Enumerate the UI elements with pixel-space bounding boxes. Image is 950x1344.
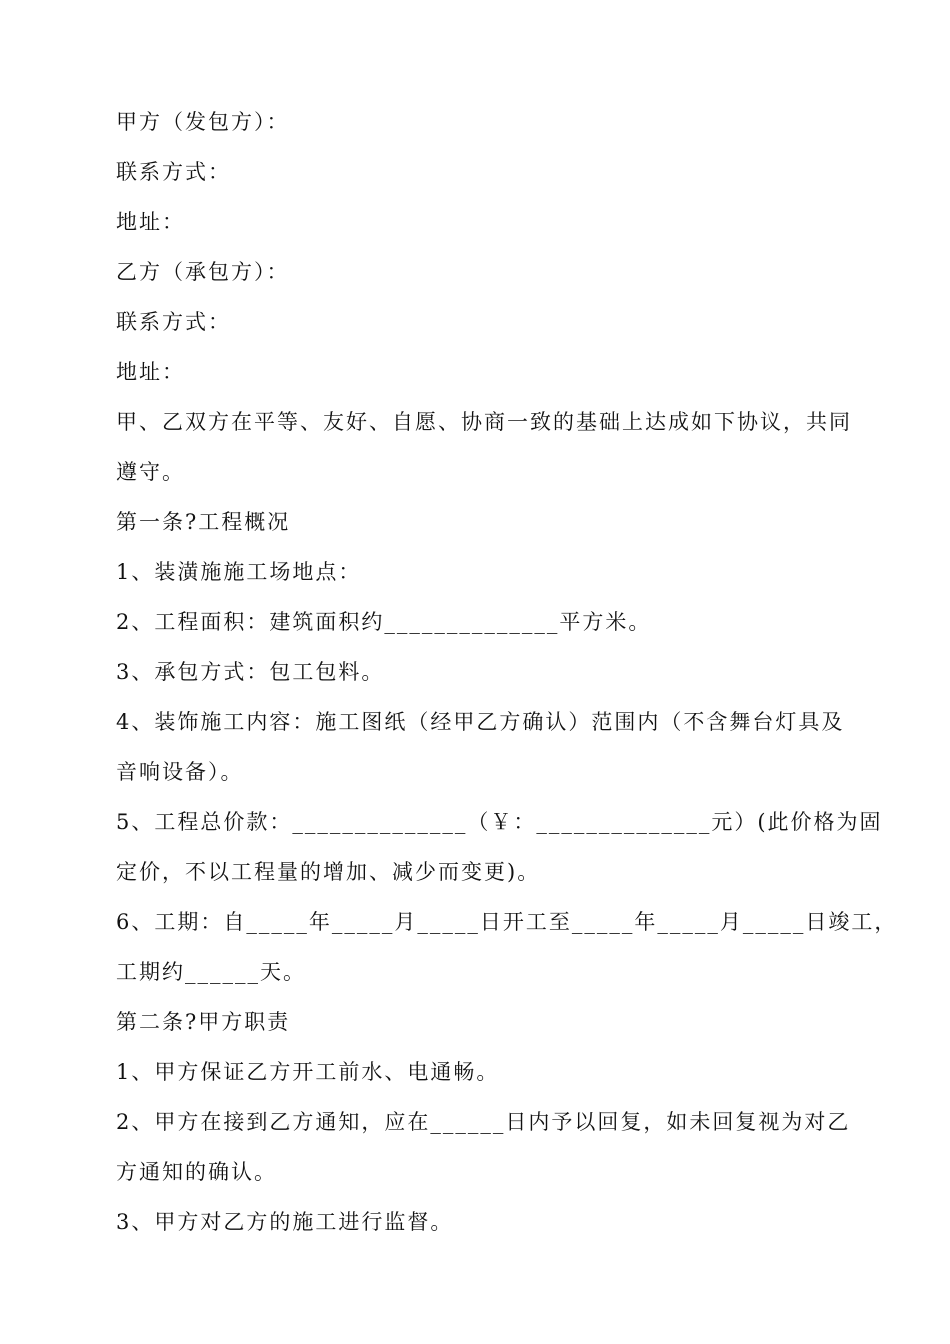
agreement-intro-line-1: 甲、乙双方在平等、友好、自愿、协商一致的基础上达成如下协议，共同 <box>116 410 852 434</box>
article-1-heading: 第一条?工程概况 <box>116 510 291 534</box>
contract-text <box>116 104 898 1254</box>
party-b-address-label: 地址： <box>116 360 185 384</box>
article-1-item-5-line-2: 定价，不以工程量的增加、减少而变更)。 <box>116 860 541 884</box>
article-1-item-4-line-2: 音响设备）。 <box>116 760 244 784</box>
article-2-item-3: 3、甲方对乙方的施工进行监督。 <box>116 1210 454 1234</box>
article-1-item-2: 2、工程面积：建筑面积约______________平方米。 <box>116 610 652 634</box>
article-2-item-1: 1、甲方保证乙方开工前水、电通畅。 <box>116 1060 500 1084</box>
article-2-item-2-line-1: 2、甲方在接到乙方通知，应在______日内予以回复，如未回复视为对乙 <box>116 1110 851 1134</box>
article-1-item-1: 1、装潢施施工场地点： <box>116 560 362 584</box>
party-a-label: 甲方（发包方）： <box>116 110 290 134</box>
article-2-heading: 第二条?甲方职责 <box>116 1010 291 1034</box>
agreement-intro-line-2: 遵守。 <box>116 460 185 484</box>
party-b-label: 乙方（承包方）： <box>116 260 290 284</box>
party-a-address-label: 地址： <box>116 210 185 234</box>
article-2-item-2-line-2: 方通知的确认。 <box>116 1160 277 1184</box>
article-1-item-6-line-1: 6、工期：自_____年_____月_____日开工至_____年_____月_____日竣工， <box>116 910 898 934</box>
article-1-item-4-line-1: 4、装饰施工内容：施工图纸（经甲乙方确认）范围内（不含舞台灯具及 <box>116 710 845 734</box>
party-b-contact-label: 联系方式： <box>116 310 231 334</box>
article-1-item-5-line-1: 5、工程总价款：______________（￥：______________元）(此价格为固 <box>116 810 883 834</box>
article-1-item-6-line-2: 工期约______天。 <box>116 960 306 984</box>
article-1-item-3: 3、承包方式：包工包料。 <box>116 660 385 684</box>
party-a-contact-label: 联系方式： <box>116 160 231 184</box>
